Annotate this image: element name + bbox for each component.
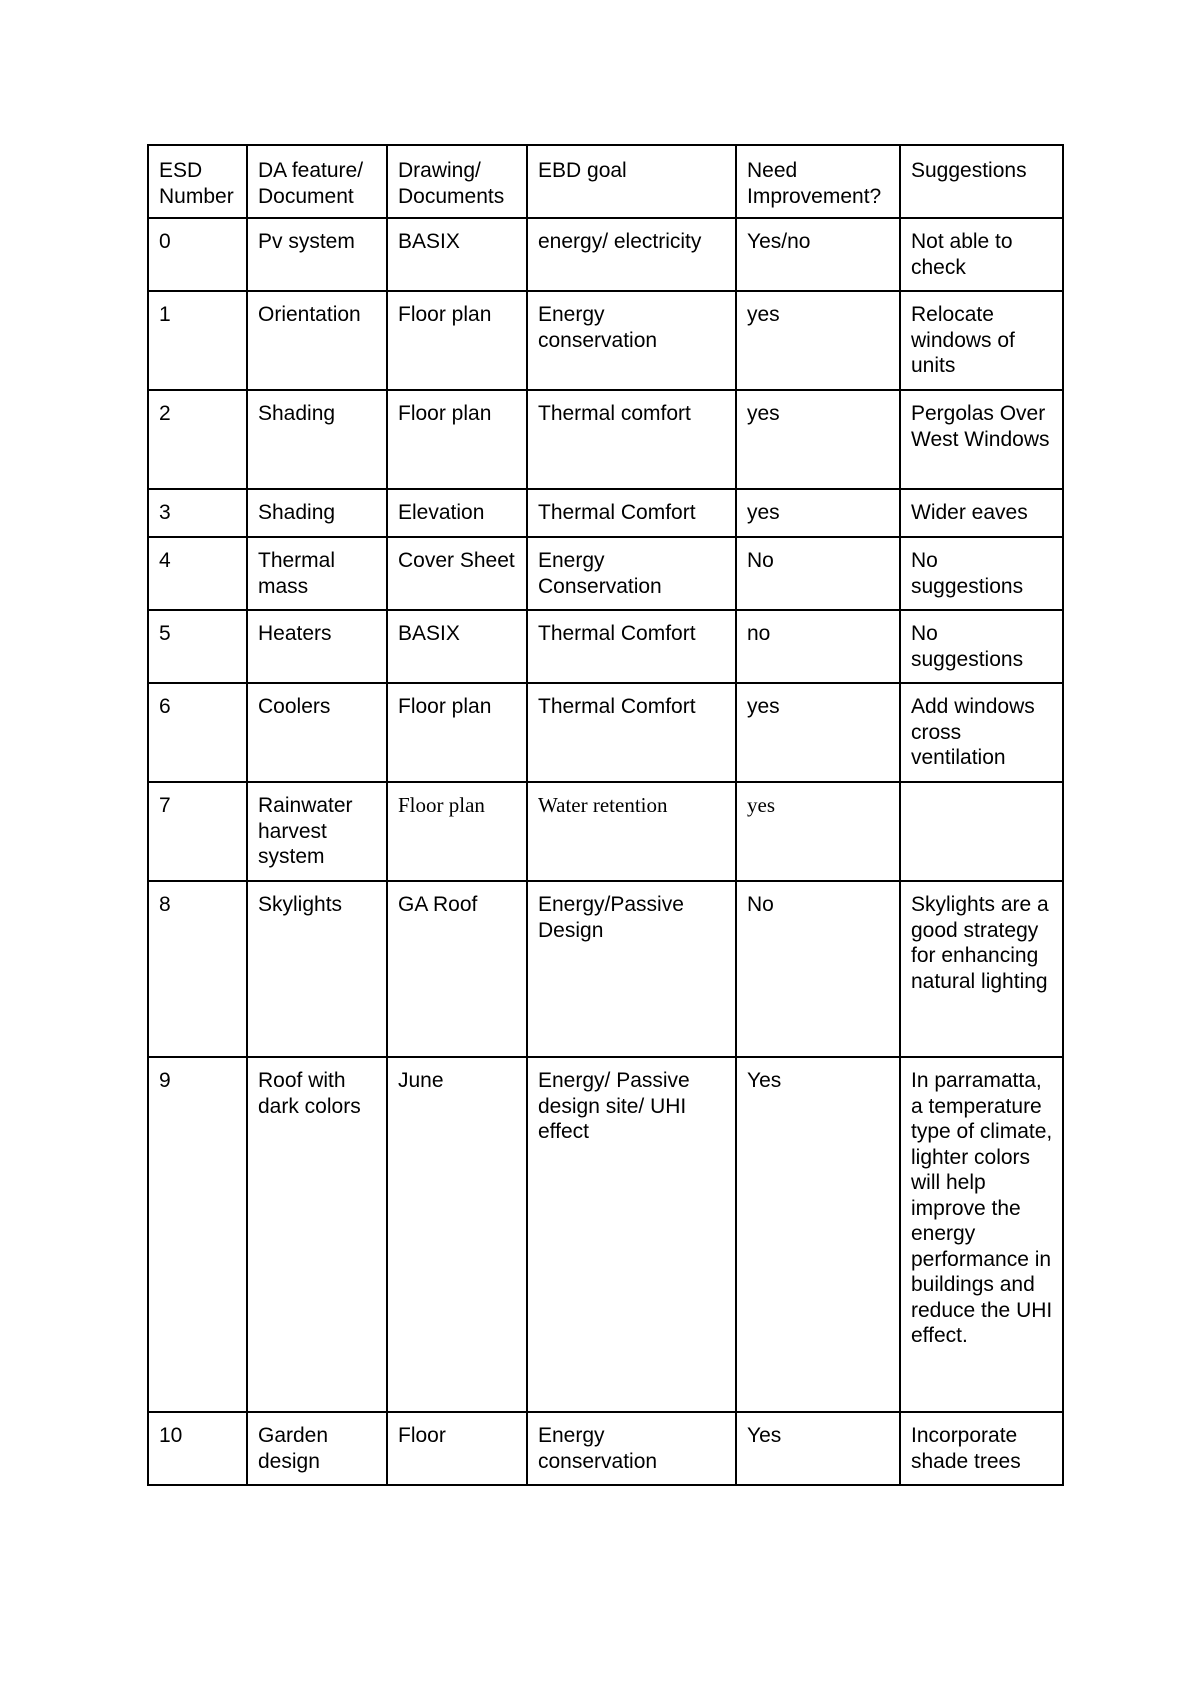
header-cell: ESD Number	[148, 145, 247, 218]
table-row	[148, 537, 1063, 610]
table-cell: Floor plan	[387, 782, 527, 881]
table-cell: 8	[148, 881, 247, 1057]
table-cell: 1	[148, 291, 247, 390]
table-cell: BASIX	[387, 610, 527, 683]
table-cell: Energy conservation	[527, 291, 736, 390]
table-cell: Floor plan	[387, 291, 527, 390]
table-cell: Floor plan	[387, 390, 527, 489]
table-cell: Skylights	[247, 881, 387, 1057]
table-cell: Thermal Comfort	[527, 489, 736, 537]
table-cell: yes	[736, 683, 900, 782]
table-cell: Thermal comfort	[527, 390, 736, 489]
esd-table	[147, 144, 1064, 1486]
header-cell: EBD goal	[527, 145, 736, 218]
table-cell: Elevation	[387, 489, 527, 537]
table-cell: Yes	[736, 1057, 900, 1412]
table-row	[148, 1057, 1063, 1412]
table-cell: Energy/Passive Design	[527, 881, 736, 1057]
table-cell: Rainwater harvest system	[247, 782, 387, 881]
table-cell: 6	[148, 683, 247, 782]
table-cell: Energy Conservation	[527, 537, 736, 610]
table-cell: 3	[148, 489, 247, 537]
table-cell: Energy conservation	[527, 1412, 736, 1485]
table-cell: Thermal mass	[247, 537, 387, 610]
table-cell: Yes	[736, 1412, 900, 1485]
table-cell: 4	[148, 537, 247, 610]
table-cell: no	[736, 610, 900, 683]
table-cell: Coolers	[247, 683, 387, 782]
table-cell: 10	[148, 1412, 247, 1485]
table-cell: Wider eaves	[900, 489, 1063, 537]
table-cell: 7	[148, 782, 247, 881]
table-cell: Water retention	[527, 782, 736, 881]
table-cell: 9	[148, 1057, 247, 1412]
header-row	[148, 145, 1063, 218]
header-cell: DA feature/ Document	[247, 145, 387, 218]
table-cell: Energy/ Passive design site/ UHI effect	[527, 1057, 736, 1412]
table-cell: Thermal Comfort	[527, 683, 736, 782]
table-cell: 2	[148, 390, 247, 489]
header-cell: Need Improvement?	[736, 145, 900, 218]
table-cell: Cover Sheet	[387, 537, 527, 610]
table-cell: Thermal Comfort	[527, 610, 736, 683]
table-row	[148, 390, 1063, 489]
table-cell: 5	[148, 610, 247, 683]
table-row	[148, 489, 1063, 537]
table-cell	[900, 782, 1063, 881]
table-cell: Shading	[247, 390, 387, 489]
table-cell: 0	[148, 218, 247, 291]
table-row	[148, 1412, 1063, 1485]
table-cell: Orientation	[247, 291, 387, 390]
table-cell: Roof with dark colors	[247, 1057, 387, 1412]
header-cell: Suggestions	[900, 145, 1063, 218]
table-cell: No suggestions	[900, 537, 1063, 610]
table-cell: energy/ electricity	[527, 218, 736, 291]
table-cell: No suggestions	[900, 610, 1063, 683]
table-cell: No	[736, 537, 900, 610]
table-cell: GA Roof	[387, 881, 527, 1057]
table-cell: Pergolas Over West Windows	[900, 390, 1063, 489]
table-cell: yes	[736, 782, 900, 881]
table-cell: yes	[736, 291, 900, 390]
table-cell: Relocate windows of units	[900, 291, 1063, 390]
table-cell: Pv system	[247, 218, 387, 291]
table-row	[148, 610, 1063, 683]
table-cell: Floor	[387, 1412, 527, 1485]
table-cell: yes	[736, 390, 900, 489]
table-cell: No	[736, 881, 900, 1057]
table-cell: Heaters	[247, 610, 387, 683]
table-cell: In parramatta, a temperature type of climate, lighter colors will help improve the energy performance in buildings and reduce the UHI effect.	[900, 1057, 1063, 1412]
table-row	[148, 782, 1063, 881]
table-cell: BASIX	[387, 218, 527, 291]
table-row	[148, 291, 1063, 390]
table-row	[148, 683, 1063, 782]
table-cell: Skylights are a good strategy for enhancing natural lighting	[900, 881, 1063, 1057]
table-cell: Add windows cross ventilation	[900, 683, 1063, 782]
table-cell: yes	[736, 489, 900, 537]
table-row	[148, 881, 1063, 1057]
table-cell: Yes/no	[736, 218, 900, 291]
table-cell: Garden design	[247, 1412, 387, 1485]
table-cell: Shading	[247, 489, 387, 537]
table-cell: Not able to check	[900, 218, 1063, 291]
table-row	[148, 218, 1063, 291]
table-cell: Incorporate shade trees	[900, 1412, 1063, 1485]
table-cell: Floor plan	[387, 683, 527, 782]
table-cell: June	[387, 1057, 527, 1412]
header-cell: Drawing/ Documents	[387, 145, 527, 218]
